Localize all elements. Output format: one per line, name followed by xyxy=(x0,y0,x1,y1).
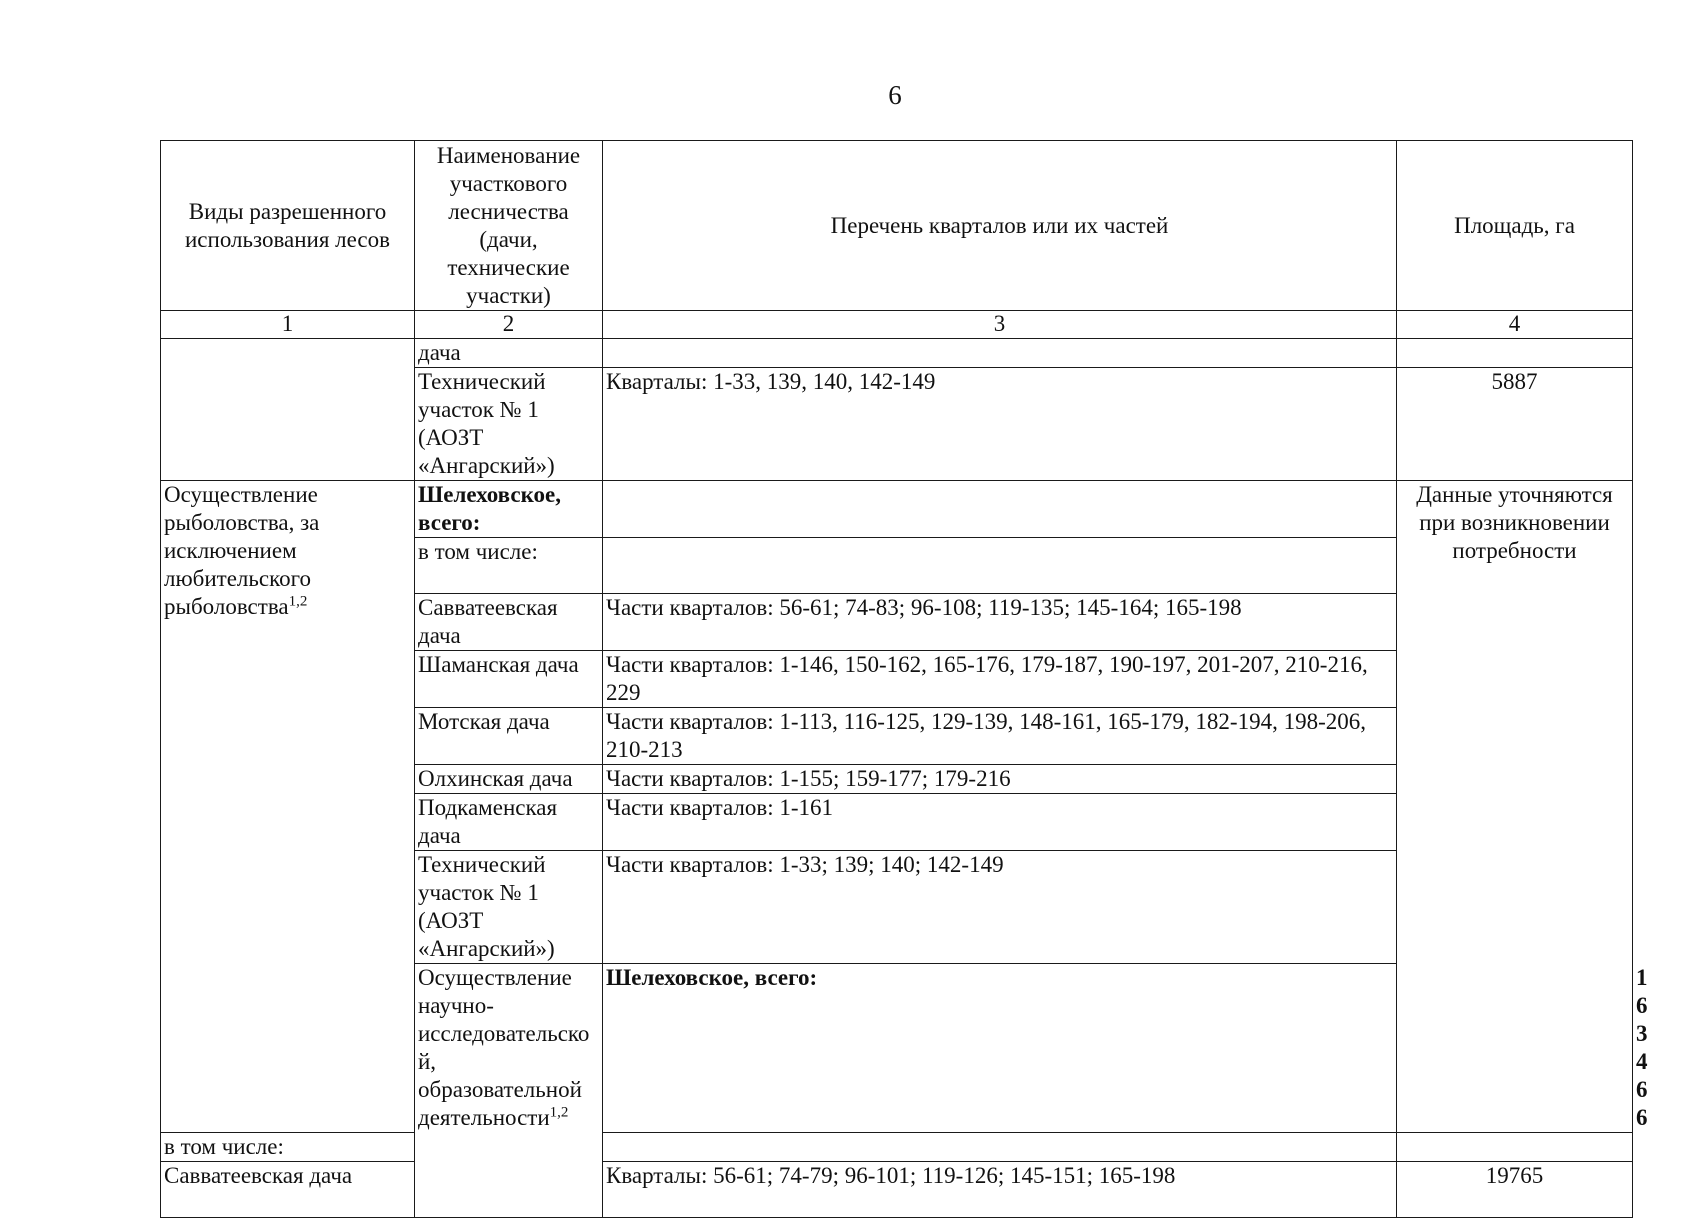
forestry-total-label: Шелеховское, всего: xyxy=(415,481,603,538)
header-quarters-list: Перечень кварталов или их частей xyxy=(603,141,1397,311)
table-row xyxy=(161,339,1633,368)
column-number-4: 4 xyxy=(1397,311,1633,339)
including-label: в том числе: xyxy=(415,538,603,594)
table-row xyxy=(161,1162,1633,1218)
table-row: Осуществление научно-исследовательской, образовательной деятельности$^{1,2}$ Шелеховское, всего: 163466 xyxy=(161,964,1633,1133)
quarters-cell: Кварталы: 1-33, 139, 140, 142-149 xyxy=(603,368,1397,481)
quarters-cell xyxy=(603,481,1397,538)
forestry-name-cell: Мотская дача xyxy=(415,708,603,765)
table-row xyxy=(161,1133,1633,1162)
forestry-name-cell: Подкаменская дача xyxy=(415,794,603,851)
area-cell xyxy=(1397,339,1633,368)
table-row xyxy=(161,481,1633,538)
quarters-cell: Части кварталов: 1-33; 139; 140; 142-149 xyxy=(603,851,1397,964)
quarters-cell: Части кварталов: 1-161 xyxy=(603,794,1397,851)
column-number-3: 3 xyxy=(603,311,1397,339)
forest-use-table xyxy=(160,140,1648,1218)
quarters-cell: Части кварталов: 1-155; 159-177; 179-216 xyxy=(603,765,1397,794)
use-type-fishing: Осуществление рыболовства, за исключением любительского рыболовства$^{1,2}$ xyxy=(161,481,415,1133)
quarters-cell: Части кварталов: 1-146, 150-162, 165-176, 179-187, 190-197, 201-207, 210-216, 229 xyxy=(603,651,1397,708)
header-area: Площадь, га xyxy=(1397,141,1633,311)
footnote-marker: 1,2 xyxy=(288,593,308,610)
quarters-cell: Части кварталов: 56-61; 74-83; 96-108; 119-135; 145-164; 165-198 xyxy=(603,594,1397,651)
quarters-cell xyxy=(603,1133,1397,1162)
forestry-name-cell: Савватеевская дача xyxy=(161,1162,415,1218)
forestry-name-cell: Технический участок № 1 (АОЗТ «Ангарский») xyxy=(415,368,603,481)
forestry-name-cell: Шаманская дача xyxy=(415,651,603,708)
forestry-total-label: Шелеховское, всего: xyxy=(603,964,1397,1133)
quarters-cell: Кварталы: 56-61; 74-79; 96-101; 119-126; 145-151; 165-198 xyxy=(603,1162,1397,1218)
column-number-2: 2 xyxy=(415,311,603,339)
header-use-type: Виды разрешенного использования лесов xyxy=(161,141,415,311)
including-label: в том числе: xyxy=(161,1133,415,1162)
column-number-1: 1 xyxy=(161,311,415,339)
area-cell: 19765 xyxy=(1397,1162,1633,1218)
footnote-marker: 1,2 xyxy=(549,1104,569,1121)
column-number-row xyxy=(161,311,1633,339)
use-type-research: Осуществление научно-исследовательской, образовательной деятельности$^{1,2}$ xyxy=(415,964,603,1218)
area-cell xyxy=(1397,1133,1633,1162)
quarters-cell xyxy=(603,538,1397,594)
area-cell: 5887 xyxy=(1397,368,1633,481)
use-type-cell-empty xyxy=(161,339,415,481)
forestry-name-cell: Савватеевская дача xyxy=(415,594,603,651)
forestry-name-cell: Олхинская дача xyxy=(415,765,603,794)
forestry-name-cell: Технический участок № 1 (АОЗТ «Ангарский») xyxy=(415,851,603,964)
area-note-fishing: Данные уточняются при возникновении потребности xyxy=(1397,481,1633,1133)
quarters-cell: Части кварталов: 1-113, 116-125, 129-139, 148-161, 165-179, 182-194, 198-206, 210-213 xyxy=(603,708,1397,765)
table-header-row xyxy=(161,141,1633,311)
header-forestry-name: Наименование участкового лесничества (дачи, технические участки) xyxy=(415,141,603,311)
quarters-cell xyxy=(603,339,1397,368)
page-number: 6 xyxy=(888,80,902,110)
forestry-name-cell: дача xyxy=(415,339,603,368)
